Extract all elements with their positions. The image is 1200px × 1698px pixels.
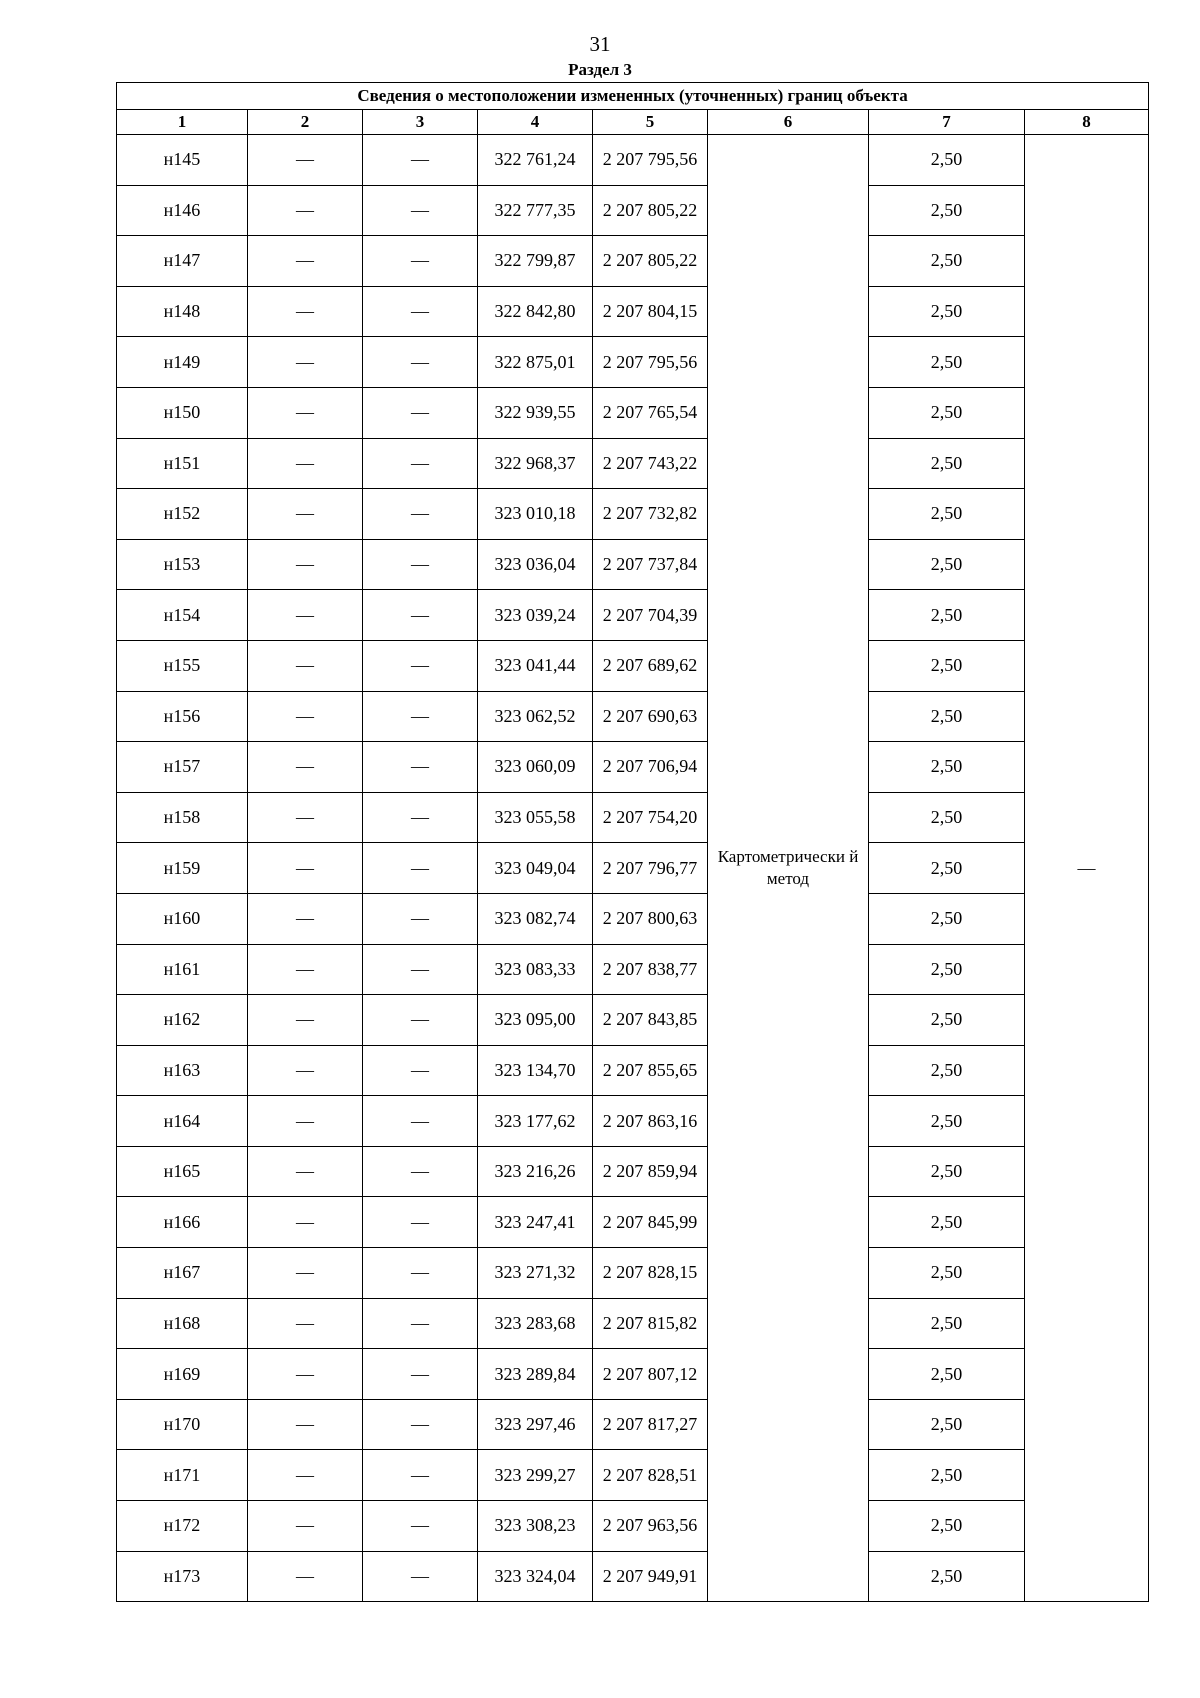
column2-cell: — bbox=[248, 1399, 363, 1450]
x-coordinate-cell: 323 062,52 bbox=[478, 691, 593, 742]
y-coordinate-cell: 2 207 743,22 bbox=[593, 438, 708, 489]
table-row bbox=[117, 1045, 1149, 1096]
accuracy-cell: 2,50 bbox=[869, 1501, 1025, 1552]
table-row bbox=[117, 1349, 1149, 1400]
table-row bbox=[117, 438, 1149, 489]
column3-cell: — bbox=[363, 286, 478, 337]
point-id-cell: н165 bbox=[117, 1146, 248, 1197]
x-coordinate-cell: 323 055,58 bbox=[478, 792, 593, 843]
column3-cell: — bbox=[363, 1146, 478, 1197]
table-row bbox=[117, 1146, 1149, 1197]
column3-cell: — bbox=[363, 438, 478, 489]
y-coordinate-cell: 2 207 689,62 bbox=[593, 640, 708, 691]
accuracy-cell: 2,50 bbox=[869, 691, 1025, 742]
point-id-cell: н170 bbox=[117, 1399, 248, 1450]
table-row bbox=[117, 236, 1149, 287]
x-coordinate-cell: 323 036,04 bbox=[478, 539, 593, 590]
column2-cell: — bbox=[248, 438, 363, 489]
column8-cell: — bbox=[1025, 135, 1149, 1602]
accuracy-cell: 2,50 bbox=[869, 1450, 1025, 1501]
y-coordinate-cell: 2 207 704,39 bbox=[593, 590, 708, 641]
accuracy-cell: 2,50 bbox=[869, 1298, 1025, 1349]
column2-cell: — bbox=[248, 1501, 363, 1552]
column2-cell: — bbox=[248, 1298, 363, 1349]
column3-cell: — bbox=[363, 387, 478, 438]
y-coordinate-cell: 2 207 828,15 bbox=[593, 1248, 708, 1299]
table-row bbox=[117, 893, 1149, 944]
y-coordinate-cell: 2 207 845,99 bbox=[593, 1197, 708, 1248]
y-coordinate-cell: 2 207 859,94 bbox=[593, 1146, 708, 1197]
y-coordinate-cell: 2 207 805,22 bbox=[593, 185, 708, 236]
accuracy-cell: 2,50 bbox=[869, 640, 1025, 691]
y-coordinate-cell: 2 207 690,63 bbox=[593, 691, 708, 742]
column3-cell: — bbox=[363, 995, 478, 1046]
point-id-cell: н149 bbox=[117, 337, 248, 388]
coordinates-table bbox=[116, 82, 1149, 1602]
column-number: 8 bbox=[1025, 110, 1149, 135]
table-row bbox=[117, 337, 1149, 388]
x-coordinate-cell: 323 049,04 bbox=[478, 843, 593, 894]
column3-cell: — bbox=[363, 135, 478, 186]
method-cell: Картометрически й метод bbox=[708, 135, 869, 1602]
accuracy-cell: 2,50 bbox=[869, 995, 1025, 1046]
table-body bbox=[117, 135, 1149, 1602]
column-number: 2 bbox=[248, 110, 363, 135]
column2-cell: — bbox=[248, 489, 363, 540]
table-row bbox=[117, 387, 1149, 438]
column3-cell: — bbox=[363, 792, 478, 843]
point-id-cell: н159 bbox=[117, 843, 248, 894]
point-id-cell: н154 bbox=[117, 590, 248, 641]
column2-cell: — bbox=[248, 640, 363, 691]
column3-cell: — bbox=[363, 1551, 478, 1602]
accuracy-cell: 2,50 bbox=[869, 1096, 1025, 1147]
column3-cell: — bbox=[363, 1349, 478, 1400]
accuracy-cell: 2,50 bbox=[869, 843, 1025, 894]
column2-cell: — bbox=[248, 893, 363, 944]
x-coordinate-cell: 323 083,33 bbox=[478, 944, 593, 995]
x-coordinate-cell: 323 308,23 bbox=[478, 1501, 593, 1552]
column3-cell: — bbox=[363, 691, 478, 742]
y-coordinate-cell: 2 207 796,77 bbox=[593, 843, 708, 894]
column3-cell: — bbox=[363, 1399, 478, 1450]
accuracy-cell: 2,50 bbox=[869, 438, 1025, 489]
column3-cell: — bbox=[363, 893, 478, 944]
y-coordinate-cell: 2 207 807,12 bbox=[593, 1349, 708, 1400]
table-caption: Сведения о местоположении измененных (уточненных) границ объекта bbox=[117, 83, 1149, 110]
x-coordinate-cell: 322 939,55 bbox=[478, 387, 593, 438]
table-row bbox=[117, 1197, 1149, 1248]
table-caption-row bbox=[117, 83, 1149, 110]
column3-cell: — bbox=[363, 1096, 478, 1147]
table-row bbox=[117, 1298, 1149, 1349]
x-coordinate-cell: 323 247,41 bbox=[478, 1197, 593, 1248]
accuracy-cell: 2,50 bbox=[869, 236, 1025, 287]
x-coordinate-cell: 322 799,87 bbox=[478, 236, 593, 287]
accuracy-cell: 2,50 bbox=[869, 792, 1025, 843]
point-id-cell: н172 bbox=[117, 1501, 248, 1552]
x-coordinate-cell: 322 842,80 bbox=[478, 286, 593, 337]
accuracy-cell: 2,50 bbox=[869, 944, 1025, 995]
column2-cell: — bbox=[248, 286, 363, 337]
point-id-cell: н164 bbox=[117, 1096, 248, 1147]
point-id-cell: н158 bbox=[117, 792, 248, 843]
column3-cell: — bbox=[363, 539, 478, 590]
column3-cell: — bbox=[363, 590, 478, 641]
x-coordinate-cell: 322 968,37 bbox=[478, 438, 593, 489]
point-id-cell: н150 bbox=[117, 387, 248, 438]
table-row bbox=[117, 843, 1149, 894]
x-coordinate-cell: 323 134,70 bbox=[478, 1045, 593, 1096]
accuracy-cell: 2,50 bbox=[869, 539, 1025, 590]
x-coordinate-cell: 322 875,01 bbox=[478, 337, 593, 388]
x-coordinate-cell: 323 271,32 bbox=[478, 1248, 593, 1299]
accuracy-cell: 2,50 bbox=[869, 893, 1025, 944]
column3-cell: — bbox=[363, 236, 478, 287]
y-coordinate-cell: 2 207 732,82 bbox=[593, 489, 708, 540]
accuracy-cell: 2,50 bbox=[869, 1349, 1025, 1400]
point-id-cell: н163 bbox=[117, 1045, 248, 1096]
y-coordinate-cell: 2 207 706,94 bbox=[593, 742, 708, 793]
point-id-cell: н156 bbox=[117, 691, 248, 742]
x-coordinate-cell: 323 041,44 bbox=[478, 640, 593, 691]
column3-cell: — bbox=[363, 1197, 478, 1248]
point-id-cell: н153 bbox=[117, 539, 248, 590]
x-coordinate-cell: 323 297,46 bbox=[478, 1399, 593, 1450]
y-coordinate-cell: 2 207 754,20 bbox=[593, 792, 708, 843]
x-coordinate-cell: 323 299,27 bbox=[478, 1450, 593, 1501]
y-coordinate-cell: 2 207 765,54 bbox=[593, 387, 708, 438]
point-id-cell: н146 bbox=[117, 185, 248, 236]
table-row bbox=[117, 1096, 1149, 1147]
column2-cell: — bbox=[248, 691, 363, 742]
x-coordinate-cell: 323 060,09 bbox=[478, 742, 593, 793]
x-coordinate-cell: 323 039,24 bbox=[478, 590, 593, 641]
column-number: 7 bbox=[869, 110, 1025, 135]
point-id-cell: н162 bbox=[117, 995, 248, 1046]
y-coordinate-cell: 2 207 815,82 bbox=[593, 1298, 708, 1349]
x-coordinate-cell: 323 010,18 bbox=[478, 489, 593, 540]
x-coordinate-cell: 323 082,74 bbox=[478, 893, 593, 944]
point-id-cell: н157 bbox=[117, 742, 248, 793]
point-id-cell: н173 bbox=[117, 1551, 248, 1602]
y-coordinate-cell: 2 207 828,51 bbox=[593, 1450, 708, 1501]
point-id-cell: н148 bbox=[117, 286, 248, 337]
column2-cell: — bbox=[248, 387, 363, 438]
y-coordinate-cell: 2 207 863,16 bbox=[593, 1096, 708, 1147]
x-coordinate-cell: 323 283,68 bbox=[478, 1298, 593, 1349]
table-row bbox=[117, 640, 1149, 691]
table-row bbox=[117, 590, 1149, 641]
table-row bbox=[117, 539, 1149, 590]
y-coordinate-cell: 2 207 805,22 bbox=[593, 236, 708, 287]
column2-cell: — bbox=[248, 792, 363, 843]
accuracy-cell: 2,50 bbox=[869, 590, 1025, 641]
point-id-cell: н145 bbox=[117, 135, 248, 186]
accuracy-cell: 2,50 bbox=[869, 1045, 1025, 1096]
column-number: 5 bbox=[593, 110, 708, 135]
table-row bbox=[117, 135, 1149, 186]
table-row bbox=[117, 286, 1149, 337]
accuracy-cell: 2,50 bbox=[869, 387, 1025, 438]
y-coordinate-cell: 2 207 838,77 bbox=[593, 944, 708, 995]
x-coordinate-cell: 323 095,00 bbox=[478, 995, 593, 1046]
x-coordinate-cell: 323 289,84 bbox=[478, 1349, 593, 1400]
section-title: Раздел 3 bbox=[568, 60, 632, 79]
accuracy-cell: 2,50 bbox=[869, 185, 1025, 236]
accuracy-cell: 2,50 bbox=[869, 337, 1025, 388]
table-row bbox=[117, 1501, 1149, 1552]
column2-cell: — bbox=[248, 1349, 363, 1400]
table-row bbox=[117, 489, 1149, 540]
column-number: 4 bbox=[478, 110, 593, 135]
column3-cell: — bbox=[363, 1450, 478, 1501]
accuracy-cell: 2,50 bbox=[869, 1551, 1025, 1602]
accuracy-cell: 2,50 bbox=[869, 1146, 1025, 1197]
column2-cell: — bbox=[248, 337, 363, 388]
table-row bbox=[117, 995, 1149, 1046]
column3-cell: — bbox=[363, 489, 478, 540]
accuracy-cell: 2,50 bbox=[869, 1197, 1025, 1248]
column3-cell: — bbox=[363, 944, 478, 995]
y-coordinate-cell: 2 207 817,27 bbox=[593, 1399, 708, 1450]
column2-cell: — bbox=[248, 843, 363, 894]
column2-cell: — bbox=[248, 944, 363, 995]
accuracy-cell: 2,50 bbox=[869, 1399, 1025, 1450]
y-coordinate-cell: 2 207 800,63 bbox=[593, 893, 708, 944]
column2-cell: — bbox=[248, 135, 363, 186]
table-row bbox=[117, 1399, 1149, 1450]
point-id-cell: н152 bbox=[117, 489, 248, 540]
table-row bbox=[117, 1248, 1149, 1299]
table-row bbox=[117, 792, 1149, 843]
x-coordinate-cell: 323 324,04 bbox=[478, 1551, 593, 1602]
column2-cell: — bbox=[248, 236, 363, 287]
y-coordinate-cell: 2 207 963,56 bbox=[593, 1501, 708, 1552]
y-coordinate-cell: 2 207 855,65 bbox=[593, 1045, 708, 1096]
point-id-cell: н160 bbox=[117, 893, 248, 944]
table-row bbox=[117, 1551, 1149, 1602]
y-coordinate-cell: 2 207 737,84 bbox=[593, 539, 708, 590]
column2-cell: — bbox=[248, 590, 363, 641]
table-row bbox=[117, 944, 1149, 995]
accuracy-cell: 2,50 bbox=[869, 489, 1025, 540]
point-id-cell: н166 bbox=[117, 1197, 248, 1248]
column-number: 3 bbox=[363, 110, 478, 135]
x-coordinate-cell: 323 216,26 bbox=[478, 1146, 593, 1197]
y-coordinate-cell: 2 207 795,56 bbox=[593, 135, 708, 186]
x-coordinate-cell: 322 777,35 bbox=[478, 185, 593, 236]
column-number-row bbox=[117, 110, 1149, 135]
column3-cell: — bbox=[363, 640, 478, 691]
y-coordinate-cell: 2 207 795,56 bbox=[593, 337, 708, 388]
column2-cell: — bbox=[248, 185, 363, 236]
column3-cell: — bbox=[363, 337, 478, 388]
column-number: 6 bbox=[708, 110, 869, 135]
y-coordinate-cell: 2 207 843,85 bbox=[593, 995, 708, 1046]
column2-cell: — bbox=[248, 539, 363, 590]
column2-cell: — bbox=[248, 1146, 363, 1197]
column2-cell: — bbox=[248, 1045, 363, 1096]
table-row bbox=[117, 185, 1149, 236]
column3-cell: — bbox=[363, 843, 478, 894]
point-id-cell: н161 bbox=[117, 944, 248, 995]
column3-cell: — bbox=[363, 185, 478, 236]
column2-cell: — bbox=[248, 995, 363, 1046]
page-number: 31 bbox=[589, 32, 611, 56]
x-coordinate-cell: 322 761,24 bbox=[478, 135, 593, 186]
point-id-cell: н171 bbox=[117, 1450, 248, 1501]
column3-cell: — bbox=[363, 1248, 478, 1299]
accuracy-cell: 2,50 bbox=[869, 286, 1025, 337]
point-id-cell: н147 bbox=[117, 236, 248, 287]
column2-cell: — bbox=[248, 1551, 363, 1602]
point-id-cell: н167 bbox=[117, 1248, 248, 1299]
table-row bbox=[117, 742, 1149, 793]
y-coordinate-cell: 2 207 949,91 bbox=[593, 1551, 708, 1602]
column2-cell: — bbox=[248, 742, 363, 793]
column3-cell: — bbox=[363, 1501, 478, 1552]
table-row bbox=[117, 1450, 1149, 1501]
table-row bbox=[117, 691, 1149, 742]
column2-cell: — bbox=[248, 1248, 363, 1299]
column3-cell: — bbox=[363, 1298, 478, 1349]
point-id-cell: н155 bbox=[117, 640, 248, 691]
accuracy-cell: 2,50 bbox=[869, 742, 1025, 793]
column2-cell: — bbox=[248, 1450, 363, 1501]
column3-cell: — bbox=[363, 1045, 478, 1096]
y-coordinate-cell: 2 207 804,15 bbox=[593, 286, 708, 337]
accuracy-cell: 2,50 bbox=[869, 135, 1025, 186]
accuracy-cell: 2,50 bbox=[869, 1248, 1025, 1299]
point-id-cell: н169 bbox=[117, 1349, 248, 1400]
point-id-cell: н151 bbox=[117, 438, 248, 489]
column2-cell: — bbox=[248, 1096, 363, 1147]
column-number: 1 bbox=[117, 110, 248, 135]
point-id-cell: н168 bbox=[117, 1298, 248, 1349]
x-coordinate-cell: 323 177,62 bbox=[478, 1096, 593, 1147]
column2-cell: — bbox=[248, 1197, 363, 1248]
column3-cell: — bbox=[363, 742, 478, 793]
